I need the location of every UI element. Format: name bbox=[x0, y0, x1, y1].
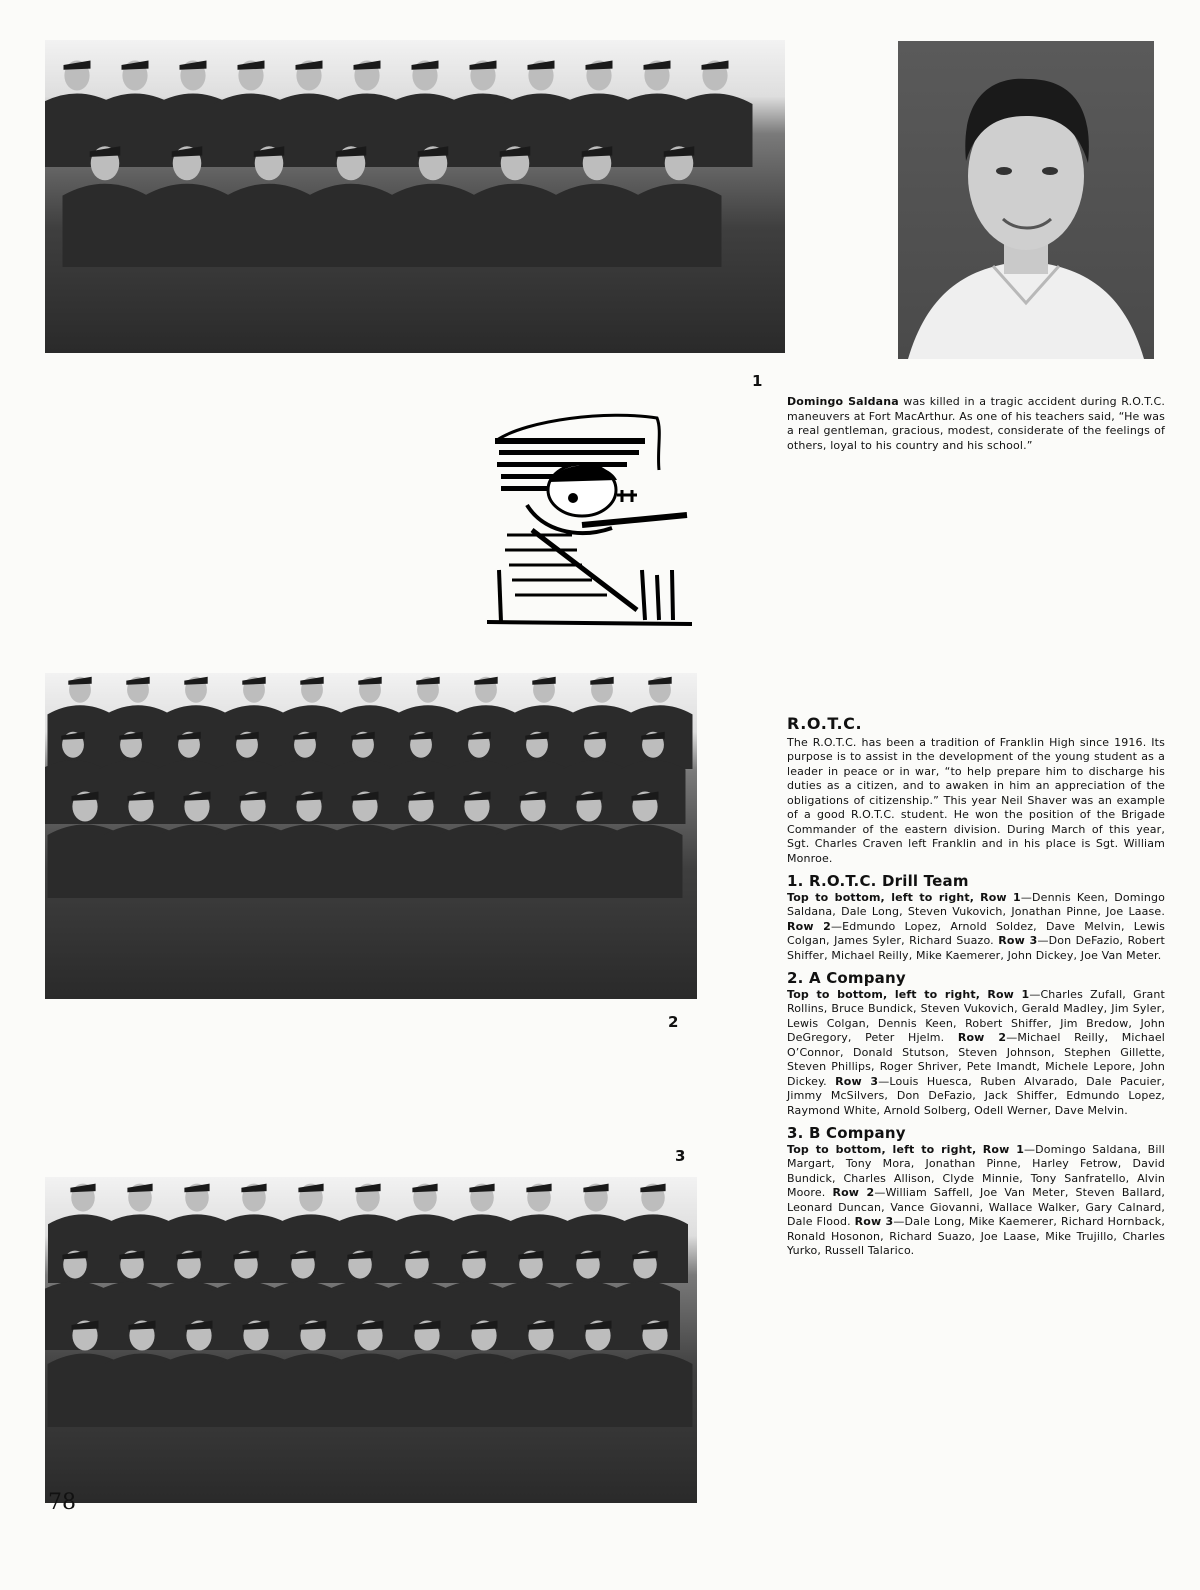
figure-silhouette bbox=[512, 677, 577, 769]
portrait-photo bbox=[898, 41, 1154, 359]
memorial-text: was killed in a tragic accident during R.O.T.C. maneuvers at Fort MacArthur. As one of his teachers said, “He was a real gentleman, gracious, modest, considerate of the feelings of others, loyal to his country and his school.” bbox=[787, 395, 1165, 452]
section-heading: 3. B Company bbox=[787, 1124, 906, 1142]
row-label: Row 1 bbox=[987, 987, 1030, 1001]
rotc-heading: R.O.T.C. bbox=[787, 714, 863, 733]
figure-silhouette bbox=[338, 677, 403, 769]
figure-silhouette bbox=[106, 677, 171, 769]
row-names: —Dale Long, Mike Kaemerer, Richard Hornback, Ronald Hosonon, Richard Suazo, Joe Laase, Mike Trujillo, Charles Yurko, Russell Talarico. bbox=[787, 1215, 1165, 1257]
row-names: —Charles Zufall, Grant Rollins, Bruce Bundick, Steven Vukovich, Gerald Madley, Jim Syler, Lewis Colgan, Dennis Keen, Robert Shiffer, Jim Bredow, John DeGregory, Peter Hjelm. bbox=[787, 987, 1165, 1044]
row-names: —William Saffell, Joe Van Meter, Steven Ballard, Leonard Duncan, Vance Giovanni, Wallace Walker, Gary Calnard, Dale Flood. bbox=[787, 1186, 1165, 1228]
row-names: —Michael Reilly, Michael O’Connor, Donald Stutson, Steven Johnson, Stephen Gillette, Steven Phillips, Roger Shriver, Pete Imandt, Michele Lepore, John Dickey. bbox=[787, 1031, 1165, 1088]
row-names: —Louis Huesca, Ruben Alvarado, Dale Pacuier, Jimmy McSilvers, Don DeFazio, Jack Shiffer, Edmundo Lopez, Raymond White, Arnold Solberg, Odell Werner, Dave Melvin. bbox=[787, 1074, 1165, 1117]
row-label: Row 3 bbox=[835, 1074, 879, 1088]
photo-number-3: 3 bbox=[675, 1147, 686, 1165]
drill-team-photo bbox=[45, 40, 785, 353]
section-b-company bbox=[787, 1126, 1165, 1259]
section-lead: Top to bottom, left to right, bbox=[787, 1142, 977, 1156]
photo-number-2: 2 bbox=[668, 1013, 679, 1031]
row-label: Row 3 bbox=[998, 934, 1038, 947]
rotc-text-block bbox=[787, 714, 1165, 1259]
section-names bbox=[787, 891, 1165, 964]
figure-silhouette bbox=[222, 677, 287, 769]
figure-silhouette bbox=[454, 677, 519, 769]
section-lead: Top to bottom, left to right, bbox=[787, 987, 981, 1001]
section-lead: Top to bottom, left to right, bbox=[787, 890, 975, 904]
figure-silhouette bbox=[164, 677, 229, 769]
section-drill-team bbox=[787, 874, 1165, 963]
figure-silhouette bbox=[48, 677, 113, 769]
rotc-body: The R.O.T.C. has been a tradition of Franklin High since 1916. Its purpose is to assist in the development of the young student as a leader in peace or in war, “to help prepare him to discharge his duties as a citizen, and to awaken in him an appreciation of the obligations of citizenship.” This year Neil Shaver was an example of a good R.O.T.C. student. He won the position of the Brigade Commander of the eastern division. During March of this year, Sgt. Charles Craven left Franklin and in his place is Sgt. William Monroe. bbox=[787, 735, 1165, 865]
rotc-soldier-cartoon bbox=[487, 410, 692, 632]
memorial-name: Domingo Saldana bbox=[787, 395, 899, 408]
row-label: Row 2 bbox=[832, 1186, 875, 1199]
row-label: Row 1 bbox=[982, 1142, 1024, 1156]
memorial-caption bbox=[787, 395, 1165, 453]
section-a-company bbox=[787, 971, 1165, 1118]
row-label: Row 3 bbox=[854, 1215, 894, 1228]
section-names bbox=[787, 1143, 1165, 1259]
row-names: —Domingo Saldana, Bill Margart, Tony Mora, Jonathan Pinne, Harley Fetrow, David Bundick, Charles Allison, Clyde Minnie, Tony Sanfratello, Alvin Moore. bbox=[787, 1142, 1165, 1199]
b-company-photo bbox=[45, 1177, 697, 1503]
row-label: Row 2 bbox=[957, 1031, 1007, 1044]
figure-silhouette bbox=[570, 677, 635, 769]
section-heading: 2. A Company bbox=[787, 969, 906, 987]
section-names bbox=[787, 988, 1165, 1119]
section-heading: 1. R.O.T.C. Drill Team bbox=[787, 872, 969, 890]
figure-silhouette bbox=[280, 677, 345, 769]
row-label: Row 2 bbox=[787, 919, 831, 933]
figure-silhouette bbox=[628, 677, 693, 769]
figure-silhouette bbox=[396, 677, 461, 769]
page-number: 78 bbox=[48, 1490, 76, 1515]
row-names: —Don DeFazio, Robert Shiffer, Michael Reilly, Mike Kaemerer, John Dickey, Joe Van Meter. bbox=[787, 934, 1165, 962]
row-names: —Dennis Keen, Domingo Saldana, Dale Long, Steven Vukovich, Jonathan Pinne, Joe Laase. bbox=[787, 890, 1165, 918]
a-company-photo bbox=[45, 673, 697, 999]
row-label: Row 1 bbox=[980, 890, 1021, 904]
photo-number-1: 1 bbox=[752, 372, 763, 390]
row-names: —Edmundo Lopez, Arnold Soldez, Dave Melvin, Lewis Colgan, James Syler, Richard Suazo. bbox=[787, 919, 1165, 947]
